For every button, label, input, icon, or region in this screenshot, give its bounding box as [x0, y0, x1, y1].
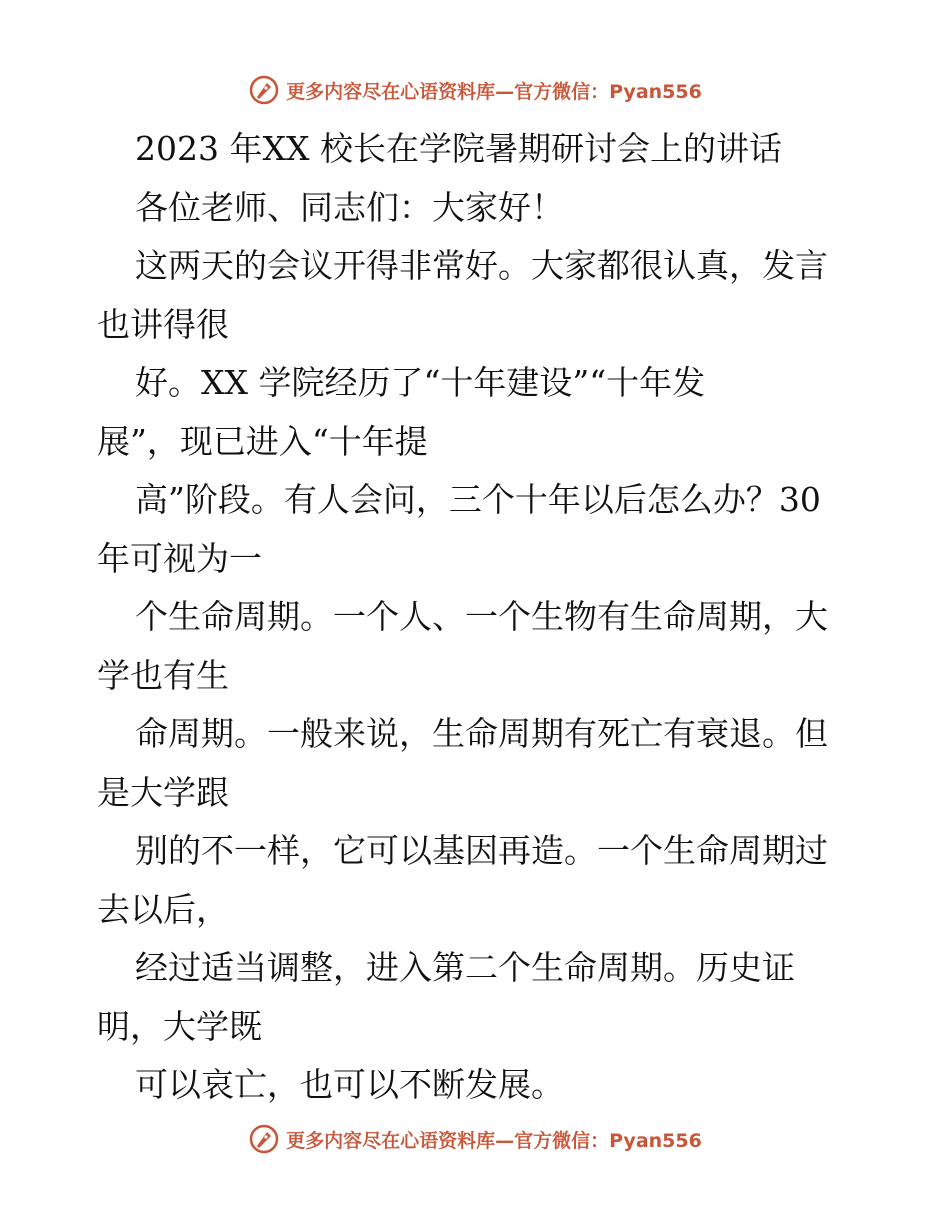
header-watermark-banner	[0, 70, 950, 110]
text-line: 个生命周期。一个人、一个生物有生命周期，大	[135, 597, 828, 636]
text-line: 去以后，	[97, 889, 229, 929]
text-line: 别的不一样，它可以基因再造。一个生命周期过	[135, 831, 828, 870]
footer-watermark-banner	[0, 1119, 950, 1159]
text-line: 经过适当调整，进入第二个生命周期。历史证	[135, 948, 795, 987]
text-line: 学也有生	[97, 655, 229, 695]
text-line: 是大学跟	[97, 772, 229, 812]
text-line: 可以哀亡，也可以不断发展。	[135, 1065, 564, 1104]
text-line: 好。XX 学院经历了“十年建设”“十年发	[135, 363, 706, 402]
text-line: 命周期。一般来说，生命周期有死亡有衰退。但	[135, 714, 828, 753]
header-banner-text: 更多内容尽在心语资料库—官方微信：Pyan556	[286, 80, 702, 103]
text-line: 也讲得很	[97, 304, 229, 344]
text-line: 年可视为一	[97, 538, 262, 578]
footer-banner-text: 更多内容尽在心语资料库—官方微信：Pyan556	[286, 1129, 702, 1152]
text-line: 展”，现已进入“十年提	[97, 421, 428, 461]
text-line: 明，大学既	[97, 1006, 262, 1046]
document-body	[97, 120, 857, 1115]
pen-nib-logo-icon	[248, 1123, 280, 1155]
pen-nib-logo-icon	[248, 74, 280, 106]
text-line: 这两天的会议开得非常好。大家都很认真，发言	[135, 246, 828, 285]
document-title: 2023 年XX 校长在学院暑期研讨会上的讲话	[135, 129, 782, 168]
text-line: 高”阶段。有人会问，三个十年以后怎么办？30	[135, 480, 821, 519]
salutation-line: 各位老师、同志们：大家好！	[135, 187, 564, 227]
